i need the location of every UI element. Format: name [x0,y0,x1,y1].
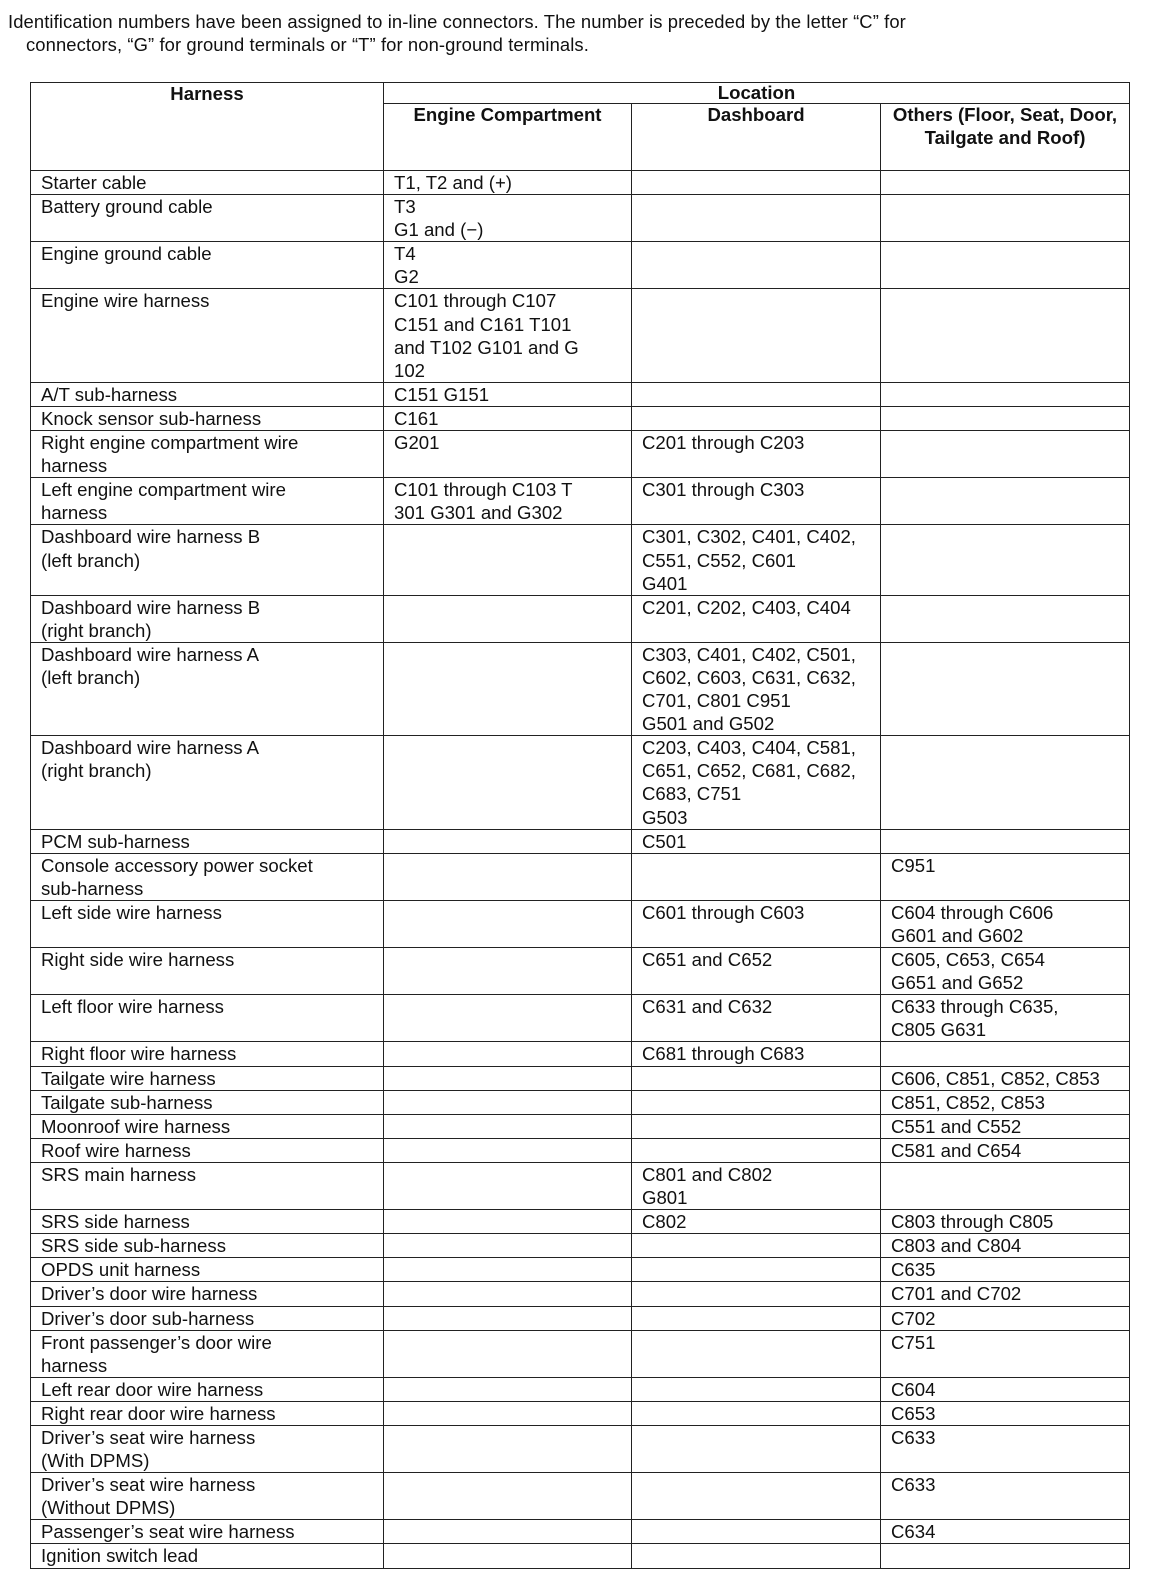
cell-line: Battery ground cable [41,196,213,218]
cell-line: C606, C851, C852, C853 [891,1067,1100,1089]
table-body [31,171,1130,1569]
others-cell [881,900,1130,947]
table-row [31,736,1130,829]
others-cell [881,1425,1130,1472]
engine-compartment-cell [384,1210,632,1234]
others-cell [881,995,1130,1042]
intro-line-1: Identification numbers have been assigned to in-line connectors. The number is preceded by the letter “C” for [8,11,906,32]
cell-line: harness [41,1354,108,1376]
harness-name-cell [31,195,384,242]
cell-line: SRS side sub-harness [41,1235,226,1257]
harness-name-cell [31,1162,384,1209]
harness-name-cell [31,1066,384,1090]
table-row [31,595,1130,642]
dashboard-cell [632,195,881,242]
cell-line: G2 [394,266,419,288]
cell-line: Left rear door wire harness [41,1378,264,1400]
cell-line: Dashboard wire harness A [41,643,260,665]
cell-line: C805 G631 [891,1019,987,1041]
engine-compartment-cell [384,1520,632,1544]
engine-compartment-cell [384,1377,632,1401]
cell-line: C201 through C203 [642,432,805,454]
table-row [31,1162,1130,1209]
cell-line: Console accessory power socket [41,854,313,876]
harness-name-cell [31,1210,384,1234]
table-row [31,1544,1130,1568]
table-row [31,948,1130,995]
cell-line: C151 G151 [394,383,490,405]
cell-line: Driver’s door sub-harness [41,1307,255,1329]
cell-line: Left engine compartment wire [41,479,286,501]
dashboard-cell [632,736,881,829]
dashboard-cell [632,525,881,595]
cell-line: C701, C801 C951 [642,690,791,712]
cell-line: SRS side harness [41,1211,190,1233]
table-row [31,289,1130,382]
cell-line: G651 and G652 [891,972,1024,994]
cell-line: C303, C401, C402, C501, [642,643,856,665]
cell-line: C653 [891,1402,936,1424]
dashboard-cell [632,406,881,430]
cell-line: C101 through C107 [394,290,557,312]
others-cell [881,1544,1130,1568]
dashboard-cell [632,1210,881,1234]
cell-line: G601 and G602 [891,925,1024,946]
engine-compartment-cell [384,289,632,382]
cell-line: C651, C652, C681, C682, [642,760,856,782]
cell-line: C633 through C635, [891,996,1059,1018]
table-row [31,431,1130,478]
cell-line: OPDS unit harness [41,1259,201,1281]
cell-line: Dashboard wire harness A [41,737,260,759]
table-row [31,242,1130,289]
harness-name-cell [31,900,384,947]
dashboard-cell [632,853,881,900]
dashboard-cell [632,948,881,995]
harness-name-cell [31,289,384,382]
others-cell [881,525,1130,595]
dashboard-cell [632,171,881,195]
harness-name-cell [31,1138,384,1162]
dashboard-header: Dashboard [632,104,881,171]
cell-line: C201, C202, C403, C404 [642,596,851,618]
harness-name-cell [31,1473,384,1520]
others-cell [881,1138,1130,1162]
cell-line: C681 through C683 [642,1043,805,1065]
cell-line: Moonroof wire harness [41,1115,231,1137]
harness-location-table [30,82,1130,1569]
engine-compartment-cell [384,1401,632,1425]
harness-name-cell [31,1042,384,1066]
harness-name-cell [31,1520,384,1544]
table-row [31,1090,1130,1114]
engine-compartment-cell [384,1042,632,1066]
others-cell [881,382,1130,406]
engine-compartment-cell [384,1114,632,1138]
others-cell [881,478,1130,525]
cell-line: C635 [891,1259,936,1281]
dashboard-cell [632,1162,881,1209]
table-row [31,195,1130,242]
dashboard-cell [632,1282,881,1306]
cell-line: C501 [642,830,687,852]
harness-name-cell [31,995,384,1042]
cell-line: C803 through C805 [891,1211,1054,1233]
cell-line: C151 and C161 T101 [394,313,572,335]
dashboard-cell [632,1330,881,1377]
cell-line: C101 through C103 T [394,479,573,501]
harness-name-cell [31,171,384,195]
cell-line: 301 G301 and G302 [394,502,563,524]
cell-line: C683, C751 [642,783,742,805]
harness-name-cell [31,1425,384,1472]
others-header: Others (Floor, Seat, Door, Tailgate and Roof) [881,104,1130,171]
table-row [31,406,1130,430]
dashboard-cell [632,242,881,289]
others-cell [881,948,1130,995]
others-cell [881,853,1130,900]
cell-line: Front passenger’s door wire [41,1331,272,1353]
others-cell [881,642,1130,735]
cell-line: Driver’s seat wire harness [41,1426,256,1448]
dashboard-cell [632,1306,881,1330]
cell-line: Ignition switch lead [41,1545,199,1567]
cell-line: harness [41,502,108,524]
engine-compartment-cell [384,995,632,1042]
location-header: Location [384,83,1130,104]
dashboard-cell [632,1258,881,1282]
table-row [31,995,1130,1042]
harness-header: Harness [31,83,384,171]
harness-name-cell [31,736,384,829]
table-row [31,1138,1130,1162]
table-row [31,478,1130,525]
table-row [31,1114,1130,1138]
dashboard-cell [632,1401,881,1425]
cell-line: A/T sub-harness [41,383,178,405]
dashboard-cell [632,1138,881,1162]
harness-name-cell [31,595,384,642]
engine-compartment-cell [384,1544,632,1568]
cell-line: C605, C653, C654 [891,949,1046,971]
header-row-top [31,83,1130,104]
cell-line: C651 and C652 [642,949,773,971]
engine-compartment-cell [384,900,632,947]
others-cell [881,195,1130,242]
cell-line: (right branch) [41,760,152,782]
cell-line: T3 [394,196,416,218]
dashboard-cell [632,1042,881,1066]
others-cell [881,1066,1130,1090]
cell-line: C802 [642,1211,687,1233]
engine-compartment-cell [384,431,632,478]
engine-compartment-cell [384,1473,632,1520]
others-cell [881,1377,1130,1401]
others-cell [881,242,1130,289]
table-row [31,642,1130,735]
harness-name-cell [31,853,384,900]
others-cell [881,289,1130,382]
table-row [31,1401,1130,1425]
engine-compartment-cell [384,1234,632,1258]
table-row [31,853,1130,900]
others-cell [881,406,1130,430]
dashboard-cell [632,1544,881,1568]
cell-line: Dashboard wire harness B [41,526,261,548]
cell-line: C581 and C654 [891,1139,1022,1161]
others-cell [881,1306,1130,1330]
harness-name-cell [31,1544,384,1568]
others-cell [881,1520,1130,1544]
dashboard-cell [632,478,881,525]
cell-line: C602, C603, C631, C632, [642,666,856,688]
cell-line: C701 and C702 [891,1283,1022,1305]
cell-line: Engine ground cable [41,243,212,265]
harness-name-cell [31,948,384,995]
others-cell [881,1282,1130,1306]
table-row [31,1258,1130,1282]
dashboard-cell [632,1473,881,1520]
engine-compartment-cell [384,478,632,525]
dashboard-cell [632,642,881,735]
cell-line: Right engine compartment wire [41,432,299,454]
harness-name-cell [31,829,384,853]
harness-name-cell [31,478,384,525]
cell-line: C601 through C603 [642,901,805,923]
table-row [31,1042,1130,1066]
harness-name-cell [31,1090,384,1114]
engine-compartment-cell [384,1138,632,1162]
cell-line: C604 [891,1378,936,1400]
harness-name-cell [31,1258,384,1282]
table-row [31,829,1130,853]
cell-line: Driver’s seat wire harness [41,1474,256,1496]
dashboard-cell [632,382,881,406]
cell-line: C951 [891,854,936,876]
table-row [31,1377,1130,1401]
cell-line: Knock sensor sub-harness [41,407,262,429]
harness-name-cell [31,1114,384,1138]
cell-line: C551, C552, C601 [642,549,797,571]
cell-line: C803 and C804 [891,1235,1022,1257]
cell-line: (left branch) [41,549,141,571]
cell-line: Right side wire harness [41,949,235,971]
cell-line: harness [41,455,108,477]
table-row [31,1330,1130,1377]
cell-line: Right rear door wire harness [41,1402,276,1424]
others-cell [881,595,1130,642]
engine-compartment-cell [384,382,632,406]
cell-line: G801 [642,1187,688,1209]
cell-line: G401 [642,572,688,594]
cell-line: SRS main harness [41,1163,197,1185]
engine-compartment-cell [384,642,632,735]
cell-line: 102 [394,359,426,381]
others-cell [881,431,1130,478]
others-cell [881,1090,1130,1114]
table-row [31,1066,1130,1090]
harness-name-cell [31,1234,384,1258]
others-cell [881,1210,1130,1234]
cell-line: C301 through C303 [642,479,805,501]
others-cell [881,171,1130,195]
engine-compartment-cell [384,195,632,242]
table-row [31,1520,1130,1544]
cell-line: T1, T2 and (+) [394,172,512,193]
others-cell [881,1114,1130,1138]
cell-line: C161 [394,407,439,429]
table-row [31,1425,1130,1472]
others-cell [881,736,1130,829]
harness-name-cell [31,242,384,289]
cell-line: Roof wire harness [41,1139,191,1161]
engine-compartment-cell [384,829,632,853]
cell-line: C634 [891,1521,936,1543]
cell-line: PCM sub-harness [41,830,190,852]
cell-line: C203, C403, C404, C581, [642,737,856,759]
cell-line: (right branch) [41,619,152,641]
cell-line: Starter cable [41,172,147,193]
dashboard-cell [632,1114,881,1138]
cell-line: C751 [891,1331,936,1353]
cell-line: G1 and (−) [394,219,484,241]
cell-line: Driver’s door wire harness [41,1283,258,1305]
dashboard-cell [632,595,881,642]
dashboard-cell [632,900,881,947]
intro-text [8,10,1128,56]
cell-line: C633 [891,1426,936,1448]
harness-name-cell [31,642,384,735]
cell-line: G501 and G502 [642,713,775,735]
table-row [31,1306,1130,1330]
cell-line: Engine wire harness [41,290,210,312]
others-cell [881,1258,1130,1282]
others-cell [881,1234,1130,1258]
cell-line: Left floor wire harness [41,996,224,1018]
others-cell [881,1162,1130,1209]
engine-compartment-cell [384,1162,632,1209]
cell-line: Tailgate sub-harness [41,1091,213,1113]
others-cell [881,1042,1130,1066]
dashboard-cell [632,1090,881,1114]
engine-compartment-cell [384,1330,632,1377]
harness-name-cell [31,1330,384,1377]
harness-name-cell [31,382,384,406]
engine-compartment-cell [384,1425,632,1472]
engine-compartment-cell [384,406,632,430]
dashboard-cell [632,289,881,382]
engine-compartment-cell [384,595,632,642]
engine-compartment-cell [384,1282,632,1306]
intro-line-2: connectors, “G” for ground terminals or “T” for non-ground terminals. [26,34,589,55]
harness-name-cell [31,1377,384,1401]
cell-line: (Without DPMS) [41,1497,176,1519]
cell-line: C702 [891,1307,936,1329]
dashboard-cell [632,1425,881,1472]
engine-compartment-cell [384,242,632,289]
cell-line: C301, C302, C401, C402, [642,526,856,548]
harness-name-cell [31,431,384,478]
dashboard-cell [632,1066,881,1090]
harness-name-cell [31,1401,384,1425]
cell-line: C851, C852, C853 [891,1091,1046,1113]
engine-compartment-cell [384,1258,632,1282]
harness-name-cell [31,525,384,595]
table-row [31,1210,1130,1234]
harness-name-cell [31,1306,384,1330]
engine-compartment-header: Engine Compartment [384,104,632,171]
table-row [31,900,1130,947]
cell-line: C631 and C632 [642,996,773,1018]
cell-line: sub-harness [41,877,144,899]
cell-line: Passenger’s seat wire harness [41,1521,295,1543]
others-cell [881,1401,1130,1425]
table-row [31,1282,1130,1306]
cell-line: Right floor wire harness [41,1043,237,1065]
table-row [31,525,1130,595]
cell-line: G503 [642,806,688,828]
cell-line: C604 through C606 [891,901,1054,923]
others-cell [881,1330,1130,1377]
cell-line: C801 and C802 [642,1163,773,1185]
table-row [31,1473,1130,1520]
dashboard-cell [632,1520,881,1544]
engine-compartment-cell [384,1306,632,1330]
engine-compartment-cell [384,1090,632,1114]
dashboard-cell [632,829,881,853]
dashboard-cell [632,1377,881,1401]
engine-compartment-cell [384,948,632,995]
cell-line: (left branch) [41,666,141,688]
others-cell [881,1473,1130,1520]
harness-name-cell [31,406,384,430]
cell-line: T4 [394,243,416,265]
cell-line: C633 [891,1474,936,1496]
table-row [31,1234,1130,1258]
engine-compartment-cell [384,853,632,900]
cell-line: G201 [394,432,440,454]
cell-line: Dashboard wire harness B [41,596,261,618]
table-row [31,382,1130,406]
cell-line: Left side wire harness [41,901,222,923]
engine-compartment-cell [384,736,632,829]
others-cell [881,829,1130,853]
engine-compartment-cell [384,171,632,195]
dashboard-cell [632,1234,881,1258]
cell-line: Tailgate wire harness [41,1067,216,1089]
cell-line: C551 and C552 [891,1115,1022,1137]
harness-name-cell [31,1282,384,1306]
dashboard-cell [632,431,881,478]
engine-compartment-cell [384,525,632,595]
cell-line: (With DPMS) [41,1450,150,1472]
dashboard-cell [632,995,881,1042]
table-row [31,171,1130,195]
cell-line: and T102 G101 and G [394,336,579,358]
engine-compartment-cell [384,1066,632,1090]
